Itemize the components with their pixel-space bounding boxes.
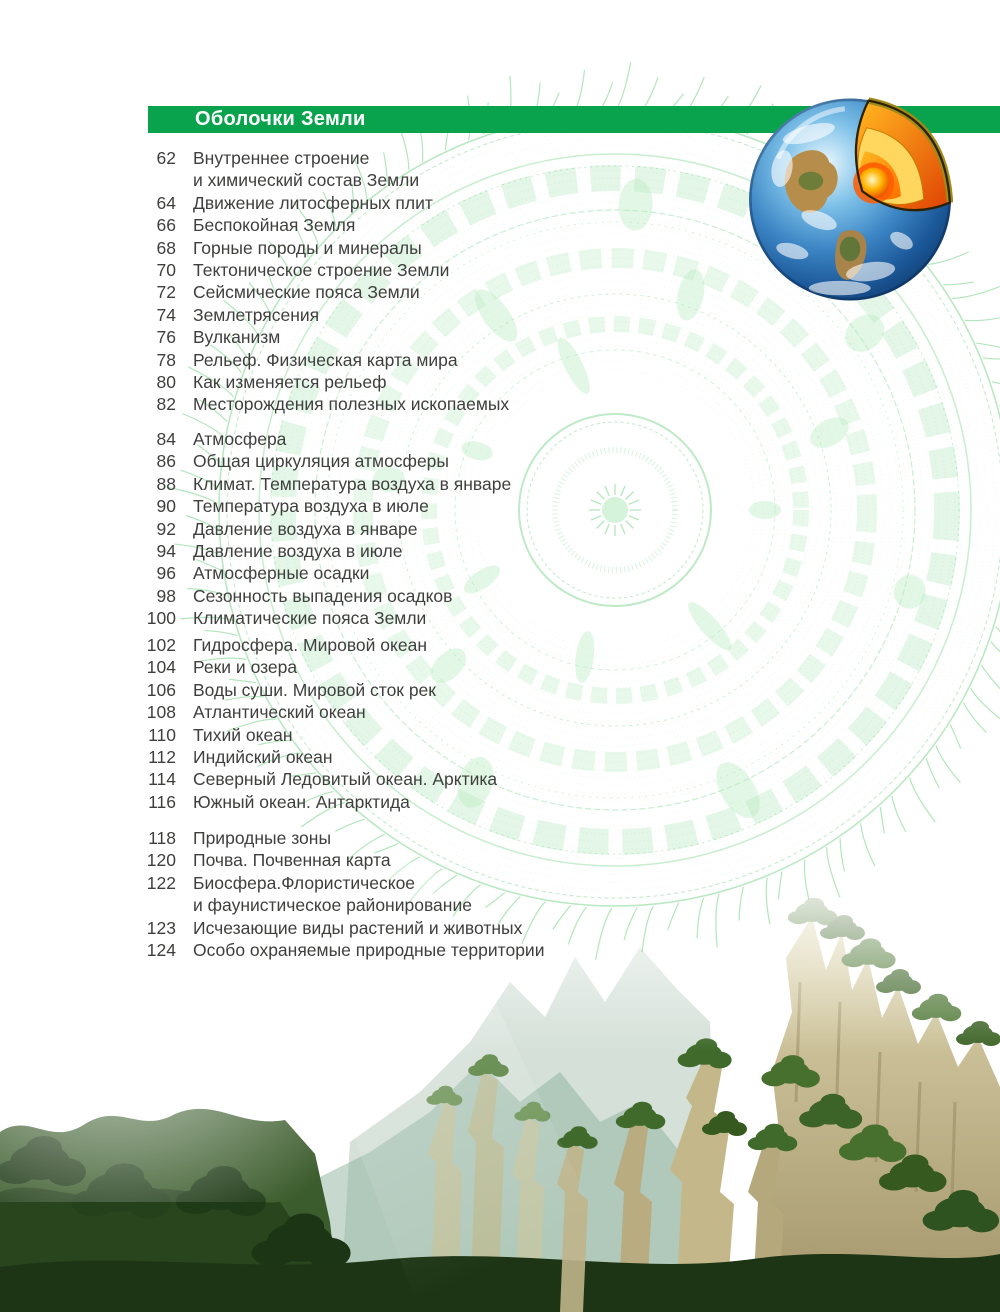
toc-row	[136, 473, 511, 495]
toc-row	[136, 939, 544, 961]
toc-title: Почва. Почвенная карта	[193, 850, 391, 871]
page-title: Оболочки Земли	[195, 108, 366, 130]
page-number: 66	[156, 215, 176, 236]
earth-core-cutaway	[853, 101, 950, 211]
toc-row	[136, 237, 509, 259]
page-number: 102	[146, 635, 176, 655]
page-number: 120	[146, 850, 176, 871]
toc-title: Беспокойная Земля	[193, 215, 356, 236]
page-number: 110	[148, 724, 176, 745]
toc-title: Температура воздуха в июле	[193, 496, 429, 517]
toc-title: Месторождения полезных ископаемых	[193, 394, 510, 415]
toc-title: Рельеф. Физическая карта мира	[193, 349, 458, 370]
page-number: 122	[146, 872, 176, 893]
toc-row	[136, 259, 509, 281]
toc-title: Горные породы и минералы	[193, 237, 422, 258]
page-number: 100	[146, 608, 176, 629]
toc-row	[136, 495, 511, 517]
toc-title: Давление воздуха в январе	[193, 518, 418, 539]
toc-row	[136, 872, 544, 894]
toc-title: Атлантический океан	[193, 702, 366, 723]
toc-row	[136, 724, 497, 746]
toc-row	[136, 607, 511, 629]
toc-row-continuation	[136, 894, 544, 916]
page-number: 68	[156, 237, 176, 258]
toc-row	[136, 371, 509, 393]
toc-title: Атмосфера	[193, 429, 287, 449]
toc-section-biosphere	[136, 827, 544, 961]
toc-section-lithosphere	[136, 147, 509, 416]
toc-row	[136, 304, 509, 326]
toc-title: и фаунистическое районирование	[193, 895, 472, 916]
toc-row	[136, 849, 544, 871]
toc-title: Как изменяется рельеф	[193, 372, 387, 393]
page-number: 94	[156, 541, 176, 562]
toc-row	[136, 147, 509, 169]
toc-row	[136, 540, 511, 562]
toc-title: Особо охраняемые природные территории	[193, 940, 545, 961]
earth-cutaway-illustration	[747, 95, 953, 304]
toc-row	[136, 393, 509, 415]
toc-section-hydrosphere	[136, 634, 497, 813]
page-number: 124	[146, 940, 176, 961]
page-number: 78	[156, 349, 176, 370]
toc-row	[136, 917, 544, 939]
page-number: 123	[146, 917, 176, 938]
toc-row	[136, 656, 497, 678]
toc-row	[136, 791, 497, 813]
page-number: 88	[156, 473, 176, 494]
toc-title: Внутреннее строение	[193, 148, 370, 168]
toc-title: Сезонность выпадения осадков	[193, 585, 453, 606]
toc-row	[136, 679, 497, 701]
page-number: 86	[156, 451, 176, 472]
page-number: 74	[156, 304, 176, 325]
toc-title: Климатические пояса Земли	[193, 608, 427, 629]
page-number: 82	[156, 394, 176, 415]
toc-title: Биосфера.Флористическое	[193, 872, 416, 893]
toc-row	[136, 349, 509, 371]
page-number: 76	[156, 327, 176, 348]
toc-title: Вулканизм	[193, 327, 281, 348]
page-number: 104	[146, 657, 176, 678]
toc-row	[136, 827, 544, 849]
toc-row	[136, 518, 511, 540]
toc-section-atmosphere	[136, 428, 511, 630]
page-number: 64	[156, 192, 176, 213]
page-number: 84	[156, 429, 176, 449]
toc-title: Северный Ледовитый океан. Арктика	[193, 769, 498, 790]
toc-title: Тихий океан	[193, 724, 293, 745]
toc-title: Давление воздуха в июле	[193, 541, 403, 562]
page-number: 90	[156, 496, 176, 517]
page-number: 108	[146, 702, 176, 723]
toc-row	[136, 450, 511, 472]
toc-title: Климат. Температура воздуха в январе	[193, 473, 512, 494]
toc-title: Тектоническое строение Земли	[193, 260, 450, 281]
page-number: 96	[156, 563, 176, 584]
page-number: 116	[148, 791, 176, 812]
toc-row	[136, 192, 509, 214]
toc-row	[136, 428, 511, 450]
page-number: 114	[148, 769, 176, 790]
toc-title: Реки и озера	[193, 657, 298, 678]
toc-title: Южный океан. Антарктида	[193, 791, 410, 812]
page-number: 112	[148, 747, 176, 768]
toc-title: Землетрясения	[193, 304, 320, 325]
toc-row	[136, 768, 497, 790]
page-number: 92	[156, 518, 176, 539]
toc-title: Исчезающие виды растений и животных	[193, 917, 523, 938]
toc-title: Гидросфера. Мировой океан	[193, 635, 428, 655]
toc-row-continuation	[136, 169, 509, 191]
toc-row	[136, 634, 497, 656]
toc-title: Общая циркуляция атмосферы	[193, 451, 449, 472]
toc-row	[136, 746, 497, 768]
toc-title: Движение литосферных плит	[193, 192, 433, 213]
toc-title: Индийский океан	[193, 747, 333, 768]
page-number: 98	[156, 585, 176, 606]
toc-title: Сейсмические пояса Земли	[193, 282, 420, 303]
page-number: 62	[156, 148, 176, 168]
toc-row	[136, 214, 509, 236]
toc-row	[136, 585, 511, 607]
page-number: 70	[156, 260, 176, 281]
toc-row	[136, 701, 497, 723]
toc-row	[136, 562, 511, 584]
toc-title: и химический состав Земли	[193, 170, 420, 191]
toc-title: Воды суши. Мировой сток рек	[193, 679, 436, 700]
toc-title: Природные зоны	[193, 828, 332, 848]
page-number: 80	[156, 372, 176, 393]
toc-title: Атмосферные осадки	[193, 563, 370, 584]
toc-row	[136, 281, 509, 303]
toc-row	[136, 326, 509, 348]
page-number: 72	[156, 282, 176, 303]
page-number: 118	[148, 828, 176, 848]
page-number: 106	[146, 679, 176, 700]
